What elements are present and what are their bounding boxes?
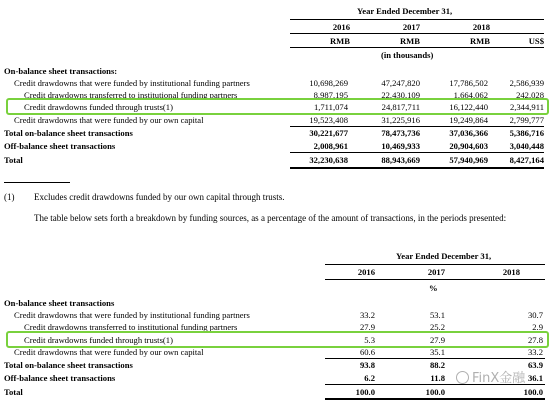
table2-row-value: 27.8 [527,335,543,345]
table2-row-value: 6.2 [364,373,375,383]
table1-row-value: 5,386,716 [509,128,544,138]
footnote-marker: (1) [4,192,15,202]
table1-subtotal-rule [290,126,544,127]
table1-year-2016: 2016 [332,22,350,32]
table2-row-value: 11.8 [430,373,445,383]
table2-row-label: Total [4,387,23,397]
table1-row-value: 242,028 [516,90,544,100]
table1-row-value: 30,221,677 [309,128,348,138]
table1-row-label: Credit drawdowns that were funded by our own capital [14,115,204,125]
table1-row-label: Off-balance sheet transactions [4,141,116,151]
table2-year-2016: 2016 [357,267,375,277]
table2-row-value: 100.0 [523,387,543,397]
table2-period-header: Year Ended December 31, [396,251,492,261]
table2-row-label: Off-balance sheet transactions [4,373,116,383]
table1-row-value: 1,711,074 [313,102,348,112]
table2-row-value: 27.9 [359,322,375,332]
table2-row-label: Credit drawdowns funded through trusts(1) [24,335,173,345]
table1-row-value: 22,430,109 [381,90,420,100]
table2-row-value: 100.0 [355,387,375,397]
table2-year-2018: 2018 [502,267,520,277]
table2-year-underline [325,279,545,280]
table2-row-label: Credit drawdowns transferred to institutional funding partners [24,322,238,332]
table1-row-label: Total on-balance sheet transactions [4,128,133,138]
table1-year-2017: 2017 [402,22,420,32]
watermark-logo-icon [456,371,469,384]
table1-row-value: 10,698,269 [309,78,348,88]
table1-year-2018: 2018 [472,22,490,32]
table1-currency-2018: RMB [469,36,490,46]
table2-row-value: 5.3 [364,335,375,345]
table1-currency-2016: RMB [329,36,350,46]
table2-row-value: 88.2 [429,360,445,370]
table2-row-value: 2.9 [532,322,543,332]
table1-double-rule [290,167,544,169]
table1-row-label: Credit drawdowns that were funded by institutional funding partners [14,78,250,88]
table1-row-value: 47,247,820 [381,78,420,88]
table1-year-underline [290,33,544,34]
table2-row-value: 53.1 [429,310,445,320]
table2-units: % [429,283,438,293]
table1-period-header: Year Ended December 31, [357,6,453,16]
table2-subtotal-rule [325,358,545,359]
intro-paragraph: The table below sets forth a breakdown by funding sources, as a percentage of the amount of transactions, in the periods presented: [34,213,507,223]
table1-row-value: 2,344,911 [509,102,544,112]
table1-row-label: Credit drawdowns funded through trusts(1) [24,102,173,112]
table1-row-value: 57,940,969 [449,155,488,165]
table1-row-value: 37,036,366 [449,128,488,138]
table2-row-value: 100.0 [425,387,445,397]
table1-row-value: 2,799,777 [509,115,544,125]
table1-header-rule [290,19,544,20]
table1-currency-2017: RMB [399,36,420,46]
table1-row-value: 78,473,736 [381,128,420,138]
watermark-text: FinX金融 [472,371,526,386]
table2-row-value: 63.9 [527,360,543,370]
table2-section-title: On-balance sheet transactions [4,298,115,308]
table1-units: (in thousands) [381,50,434,60]
table1-section-title: On-balance sheet transactions: [4,66,118,76]
table2-row-value: 33.2 [527,347,543,357]
table1-currency-underline [290,47,544,48]
table1-row-value: 8,987,195 [313,90,348,100]
table2-row-label: Credit drawdowns that were funded by our own capital [14,347,204,357]
table2-row-value: 25.2 [429,322,445,332]
table1-row-value: 31,225,916 [381,115,420,125]
table1-row-value: 8,427,164 [509,155,544,165]
table1-row-value: 2,586,939 [509,78,544,88]
table1-row-value: 20,904,603 [449,141,488,151]
table2-row-value: 27.9 [429,335,445,345]
table2-header-rule [325,264,545,265]
table2-row-value: 35.1 [429,347,445,357]
table2-year-2017: 2017 [427,267,445,277]
table1-currency-usd: US$ [528,36,544,46]
table1-row-value: 2,008,961 [313,141,348,151]
table2-row-value: 30.7 [527,310,543,320]
footnote-separator [4,182,70,183]
table2-row-value: 36.1 [527,373,543,383]
table1-row-value: 16,122,440 [449,102,488,112]
table2-row-value: 60.6 [359,347,375,357]
table1-row-value: 3,040,448 [509,141,544,151]
footnote-text: Excludes credit drawdowns funded by our own capital through trusts. [34,192,285,202]
table1-row-value: 24,817,711 [381,102,420,112]
table2-double-rule [325,398,545,400]
table1-total-rule [290,152,544,153]
table1-row-value: 17,786,502 [449,78,488,88]
table1-row-value: 19,249,864 [449,115,488,125]
table2-row-value: 93.8 [359,360,375,370]
table1-row-value: 88,943,669 [381,155,420,165]
watermark [456,367,525,386]
table2-row-label: Total on-balance sheet transactions [4,360,133,370]
table1-row-value: 10,469,933 [381,141,420,151]
table2-row-label: Credit drawdowns that were funded by institutional funding partners [14,310,250,320]
table1-row-value: 32,230,638 [309,155,348,165]
table2-row-value: 33.2 [359,310,375,320]
table1-row-label: Total [4,155,23,165]
table1-row-value: 19,523,408 [309,115,348,125]
table1-row-label: Credit drawdowns transferred to institutional funding partners [24,90,238,100]
table1-row-value: 1,664,062 [453,90,488,100]
